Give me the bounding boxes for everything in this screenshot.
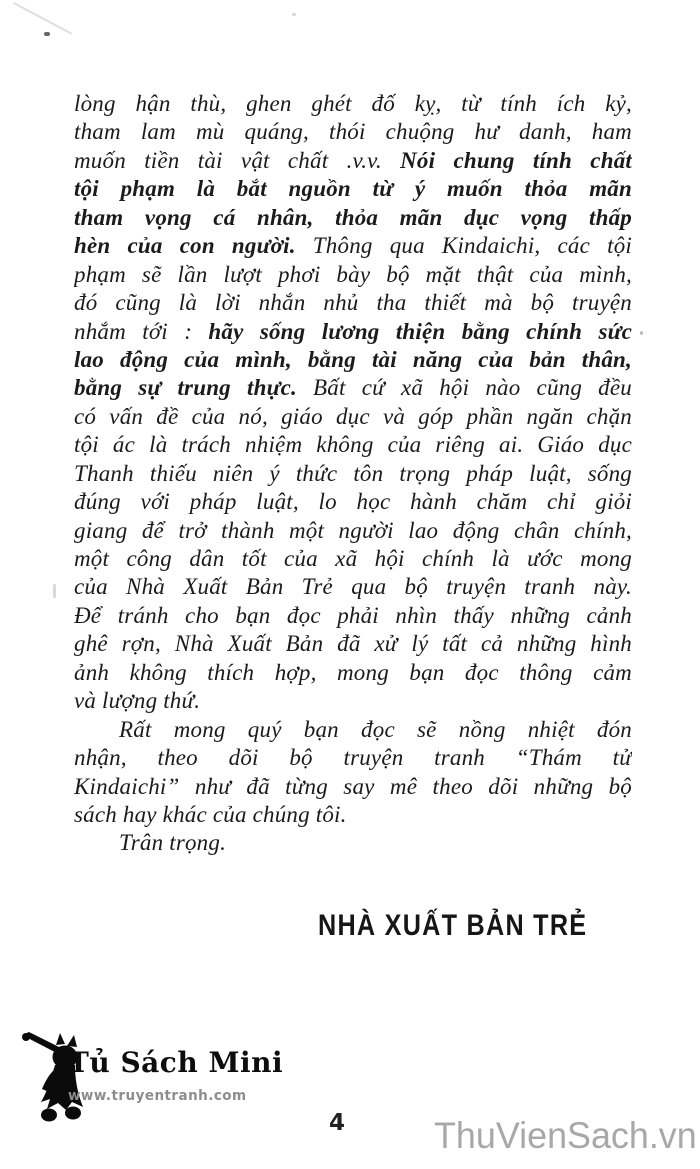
- body-line: hèn của con người. Thông qua Kindaichi, các tội: [74, 233, 632, 259]
- body-line: đúng với pháp luật, lo học hành chăm chỉ giỏi: [74, 489, 632, 515]
- body-line: tham lam mù quáng, thói chuộng hư danh, ham: [74, 119, 632, 145]
- body-line: tội phạm là bắt nguồn từ ý muốn thỏa mãn: [74, 176, 632, 202]
- page-number: 4: [328, 1110, 345, 1136]
- body-text: [74, 90, 632, 858]
- scan-artifact-line: [13, 2, 72, 35]
- body-line: đó cũng là lời nhắn nhủ tha thiết mà bộ truyện: [74, 290, 632, 316]
- body-line: của Nhà Xuất Bản Trẻ qua bộ truyện tranh này.: [74, 574, 632, 600]
- body-line: tham vọng cá nhân, thỏa mãn dục vọng thấp: [74, 204, 632, 230]
- body-line: và lượng thứ.: [74, 688, 201, 714]
- scan-artifact-speck: [640, 331, 643, 335]
- scan-artifact-smudge: [53, 584, 56, 598]
- publisher-signature: NHÀ XUẤT BẢN TRẺ: [318, 909, 588, 942]
- footer-logo: [20, 1030, 284, 1126]
- body-line: nhắm tới : hãy sống lương thiện bằng chính sức: [74, 318, 632, 344]
- body-line: phạm sẽ lần lượt phơi bày bộ mặt thật của mình,: [74, 261, 632, 287]
- logo-website: www.truyentranh.com: [68, 1088, 247, 1104]
- scan-artifact-speck: [292, 13, 296, 16]
- body-line: giang để trở thành một người lao động chân chính,: [74, 517, 632, 543]
- body-line: tội ác là trách nhiệm không của riêng ai. Giáo dục: [74, 432, 632, 458]
- body-line: Thanh thiếu niên ý thức tôn trọng pháp luật, sống: [74, 460, 632, 486]
- watermark: ThuVienSach.vn: [434, 1115, 697, 1156]
- body-line: Kindaichi” như đã từng say mê theo dõi những bộ: [74, 773, 632, 799]
- body-line: ảnh không thích hợp, mong bạn đọc thông cảm: [74, 659, 632, 685]
- body-line: Rất mong quý bạn đọc sẽ nồng nhiệt đón: [119, 716, 632, 742]
- body-line: nhận, theo dõi bộ truyện tranh “Thám tử: [74, 745, 632, 771]
- body-line: sách hay khác của chúng tôi.: [74, 801, 347, 827]
- body-line: Trân trọng.: [119, 830, 227, 856]
- body-line: một công dân tốt của xã hội chính là ước mong: [74, 546, 632, 571]
- body-line: bằng sự trung thực. Bất cứ xã hội nào cũng đều: [74, 375, 632, 401]
- body-line: Để tránh cho bạn đọc phải nhìn thấy những cảnh: [74, 602, 632, 628]
- body-line: ghê rợn, Nhà Xuất Bản đã xử lý tất cả những hình: [74, 631, 632, 657]
- scan-artifact-speck: [44, 32, 50, 36]
- body-line: lao động của mình, bằng tài năng của bản thân,: [74, 346, 632, 372]
- body-line: có vấn đề của nó, giáo dục và góp phần ngăn chặn: [74, 403, 632, 429]
- logo-title: Tủ Sách Mini: [68, 1046, 284, 1079]
- body-line: muốn tiền tài vật chất .v.v. Nói chung tính chất: [74, 147, 632, 173]
- body-line: lòng hận thù, ghen ghét đố kỵ, từ tính ích kỷ,: [74, 91, 632, 116]
